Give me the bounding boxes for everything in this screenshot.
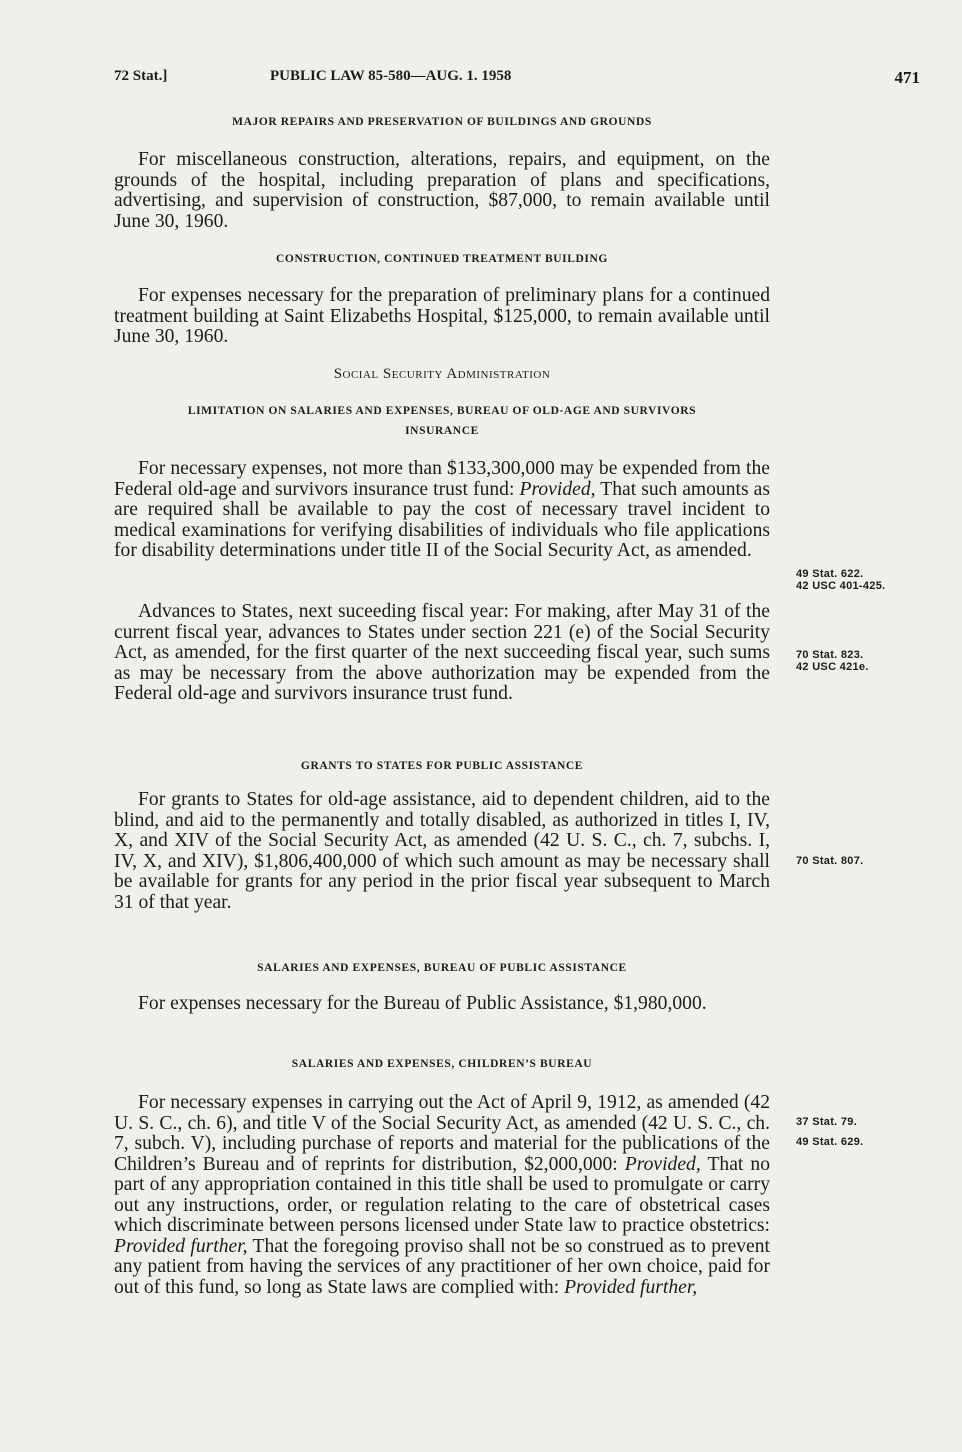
section-paragraph: For necessary expenses in carrying out the Act of April 9, 1912, as amended (42 U. S. C., ch. 6), and title V of the Social Security Act, as amended (42 U. S. C., ch. 7, subch. V), including purchase of reports and material for the publications of the Children’s Bureau and of reprints for distribution, $2,000,000: Provided, That no part of any appropriation contained in this title shall be used to promulgate or carry out any instructions, order, or regulation relating to the care of obstetrical cases which discriminate between persons licensed under State law to practice obstetrics: Provided further, That the foregoing proviso shall not be so construed as to prevent any patient from having the services of any practitioner of her own choice, paid for out of this fund, so long as State laws are complied with: Provided further,: [114, 1092, 770, 1298]
section-paragraph: Advances to States, next suceeding fiscal year: For making, after May 31 of the current fiscal year, advances to States under section 221 (e) of the Social Security Act, as amended, for the first quarter of the next succeeding fiscal year, such sums as may be necessary from the above authorization may be expended from the Federal old-age and survivors insurance trust fund.: [114, 601, 770, 704]
section-heading: MAJOR REPAIRS AND PRESERVATION OF BUILDINGS AND GROUNDS: [232, 116, 652, 128]
page-number: 471: [894, 68, 920, 87]
section-heading: LIMITATION ON SALARIES AND EXPENSES, BUREAU OF OLD-AGE AND SURVIVORS INSURANCE: [187, 405, 697, 437]
section-heading: GRANTS TO STATES FOR PUBLIC ASSISTANCE: [300, 760, 584, 772]
margin-citation: 37 Stat. 79.: [796, 1116, 858, 1128]
margin-citation: 70 Stat. 807.: [796, 855, 864, 867]
section-paragraph: For expenses necessary for the preparation of preliminary plans for a continued treatment building at Saint Elizabeths Hospital, $125,000, to remain available until June 30, 1960.: [114, 285, 770, 347]
section-paragraph: For necessary expenses, not more than $133,300,000 may be expended from the Federal old-age and survivors insurance trust fund: Provided, That such amounts as are required shall be available to pay the cost of necessary travel incident to medical examinations for verifying disabilities of individuals who file applications for disability determinations under title II of the Social Security Act, as amended.: [114, 458, 770, 561]
section-heading: SALARIES AND EXPENSES, BUREAU OF PUBLIC ASSISTANCE: [257, 962, 627, 974]
running-header: [114, 68, 920, 92]
header-title: PUBLIC LAW 85-580—AUG. 1. 1958: [270, 68, 512, 84]
margin-citation: 49 Stat. 622. 42 USC 401-425.: [796, 568, 886, 592]
margin-citation: 49 Stat. 629.: [796, 1136, 864, 1148]
section-heading: CONSTRUCTION, CONTINUED TREATMENT BUILDING: [276, 253, 608, 265]
section-heading: SALARIES AND EXPENSES, CHILDREN’S BUREAU: [291, 1058, 593, 1070]
section-paragraph: For expenses necessary for the Bureau of Public Assistance, $1,980,000.: [138, 993, 707, 1014]
agency-title: Social Security Administration: [333, 366, 551, 382]
header-volume: 72 Stat.]: [114, 68, 168, 84]
margin-citation: 70 Stat. 823. 42 USC 421e.: [796, 649, 869, 673]
section-paragraph: For miscellaneous construction, alterations, repairs, and equipment, on the grounds of the hospital, including preparation of plans and specifications, advertising, and supervision of construction, $87,000, to remain available until June 30, 1960.: [114, 149, 770, 232]
section-paragraph: For grants to States for old-age assistance, aid to dependent children, aid to the blind, and aid to the permanently and totally disabled, as authorized in titles I, IV, X, and XIV of the Social Security Act, as amended (42 U. S. C., ch. 7, subchs. I, IV, X, and XIV), $1,806,400,000 of which such amount as may be necessary shall be available for grants for any period in the prior fiscal year subsequent to March 31 of that year.: [114, 789, 770, 913]
